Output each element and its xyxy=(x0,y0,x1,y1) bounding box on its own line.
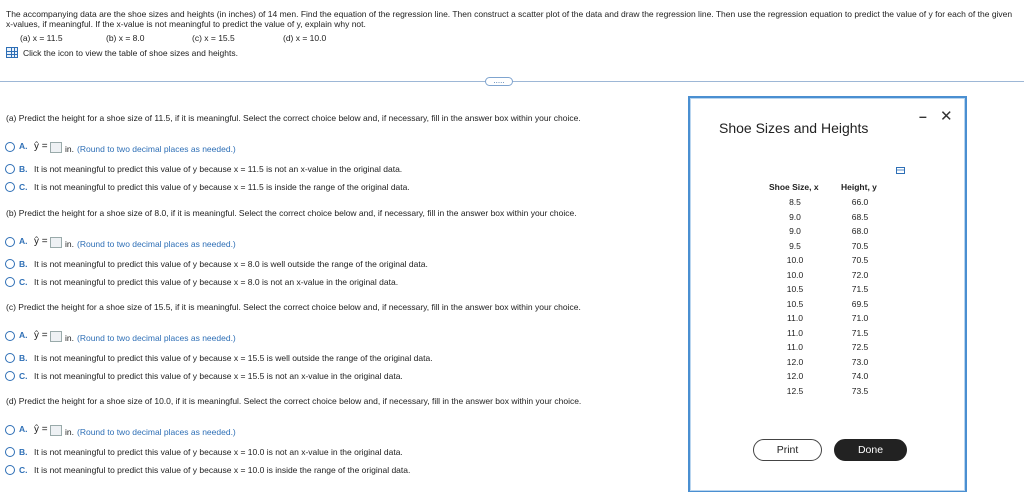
shoe-size-cell: 12.5 xyxy=(786,385,804,396)
copy-data-icon[interactable] xyxy=(896,167,905,176)
shoe-size-cell: 11.0 xyxy=(787,313,803,323)
expand-ellipsis-button[interactable]: ..... xyxy=(485,77,513,86)
choice-c-letter: C. xyxy=(19,465,28,475)
rounding-hint: (Round to two decimal places as needed.) xyxy=(77,427,236,437)
rounding-hint: (Round to two decimal places as needed.) xyxy=(77,144,236,154)
x-value-d: (d) x = 10.0 xyxy=(283,33,327,43)
shoe-size-cell: 9.5 xyxy=(789,240,801,251)
choice-c-radio[interactable] xyxy=(5,371,15,381)
column-header-shoe-size: Shoe Size, x xyxy=(769,182,819,192)
height-cell: 66.0 xyxy=(851,197,869,207)
question-prompt: (a) Predict the height for a shoe size of 11.5, if it is meaningful. Select the correct choice below and, if necessary, fill in the answer box within your choice. xyxy=(6,113,581,123)
choice-c-radio[interactable] xyxy=(5,465,15,475)
done-button[interactable]: Done xyxy=(834,439,907,461)
height-cell: 69.5 xyxy=(851,298,869,309)
shoe-size-cell: 12.0 xyxy=(786,371,804,381)
question-prompt: (d) Predict the height for a shoe size of 10.0, if it is meaningful. Select the correct choice below and, if necessary, fill in the answer box within your choice. xyxy=(6,396,582,406)
choice-a-radio[interactable] xyxy=(5,331,15,341)
dialog-title: Shoe Sizes and Heights xyxy=(719,120,869,136)
choice-b-letter: B. xyxy=(19,447,28,457)
choice-a-letter: A. xyxy=(19,236,28,246)
question-prompt: (b) Predict the height for a shoe size of 8.0, if it is meaningful. Select the correct choice below and, if necessary, fill in the answer box within your choice. xyxy=(6,208,577,218)
height-cell: 73.5 xyxy=(851,385,869,396)
answer-input-box[interactable] xyxy=(50,331,62,342)
height-cell: 71.5 xyxy=(851,284,869,294)
choice-c-letter: C. xyxy=(19,371,28,381)
problem-statement: The accompanying data are the shoe sizes and heights (in inches) of 14 men. Find the equation of the regression line. Then construct a scatter plot of the data and draw the regression line. Then use the regression equation to predict the value of y for each of the given x-values, if meaningful. If the x-value is not meaningful to predict the value of y, explain why not. xyxy=(6,9,1013,29)
choice-a-letter: A. xyxy=(19,330,28,340)
choice-c-text: It is not meaningful to predict this value of y because x = 8.0 is not an x-value in the original data. xyxy=(34,277,399,287)
choice-a-radio[interactable] xyxy=(5,237,15,247)
choice-b-radio[interactable] xyxy=(5,353,15,363)
choice-b-text: It is not meaningful to predict this value of y because x = 8.0 is well outside the range of the original data. xyxy=(34,259,428,269)
close-icon[interactable]: ✕ xyxy=(940,108,953,125)
height-cell: 73.0 xyxy=(851,356,869,367)
shoe-size-cell: 9.0 xyxy=(789,211,801,222)
choice-a-radio[interactable] xyxy=(5,425,15,435)
shoe-size-cell: 11.0 xyxy=(787,342,803,352)
shoe-size-cell: 10.0 xyxy=(786,255,804,265)
height-cell: 74.0 xyxy=(851,371,869,381)
answer-input-box[interactable] xyxy=(50,237,62,248)
unit-label: in. xyxy=(65,333,74,343)
height-cell: 71.5 xyxy=(851,327,869,338)
choice-b-letter: B. xyxy=(19,259,28,269)
shoe-size-cell: 11.0 xyxy=(787,327,803,338)
column-header-height: Height, y xyxy=(841,182,877,192)
unit-label: in. xyxy=(65,427,74,437)
choice-c-letter: C. xyxy=(19,182,28,192)
x-value-a: (a) x = 11.5 xyxy=(20,33,63,43)
choice-b-text: It is not meaningful to predict this value of y because x = 15.5 is well outside the range of the original data. xyxy=(34,353,433,363)
shoe-table-dialog xyxy=(688,96,967,492)
y-hat-label: ŷ = xyxy=(34,424,48,435)
table-icon[interactable] xyxy=(6,47,18,58)
choice-b-radio[interactable] xyxy=(5,259,15,269)
x-value-c: (c) x = 15.5 xyxy=(192,33,235,43)
minimize-icon[interactable]: – xyxy=(919,108,927,124)
height-cell: 70.5 xyxy=(851,255,869,265)
unit-label: in. xyxy=(65,144,74,154)
choice-c-text: It is not meaningful to predict this value of y because x = 11.5 is inside the range of the original data. xyxy=(34,182,410,192)
height-cell: 71.0 xyxy=(851,313,869,323)
choice-c-radio[interactable] xyxy=(5,182,15,192)
x-value-b: (b) x = 8.0 xyxy=(106,33,145,43)
table-link-text: Click the icon to view the table of shoe sizes and heights. xyxy=(23,48,238,58)
choice-c-text: It is not meaningful to predict this value of y because x = 15.5 is not an x-value in the original data. xyxy=(34,371,403,381)
shoe-size-cell: 8.5 xyxy=(789,197,801,207)
choice-c-letter: C. xyxy=(19,277,28,287)
shoe-size-cell: 10.5 xyxy=(786,298,804,309)
choice-a-letter: A. xyxy=(19,424,28,434)
height-cell: 72.5 xyxy=(851,342,869,352)
choice-b-letter: B. xyxy=(19,164,28,174)
unit-label: in. xyxy=(65,239,74,249)
choice-b-text: It is not meaningful to predict this value of y because x = 10.0 is not an x-value in the original data. xyxy=(34,447,403,457)
y-hat-label: ŷ = xyxy=(34,330,48,341)
y-hat-label: ŷ = xyxy=(34,141,48,152)
y-hat-label: ŷ = xyxy=(34,236,48,247)
shoe-size-cell: 10.5 xyxy=(786,284,804,294)
height-cell: 70.5 xyxy=(851,240,869,251)
rounding-hint: (Round to two decimal places as needed.) xyxy=(77,333,236,343)
shoe-size-cell: 9.0 xyxy=(789,226,801,236)
rounding-hint: (Round to two decimal places as needed.) xyxy=(77,239,236,249)
question-prompt: (c) Predict the height for a shoe size of 15.5, if it is meaningful. Select the correct choice below and, if necessary, fill in the answer box within your choice. xyxy=(6,302,581,312)
shoe-size-cell: 10.0 xyxy=(786,269,804,280)
choice-a-letter: A. xyxy=(19,141,28,151)
choice-c-radio[interactable] xyxy=(5,277,15,287)
shoe-size-cell: 12.0 xyxy=(786,356,804,367)
choice-b-letter: B. xyxy=(19,353,28,363)
height-cell: 68.0 xyxy=(851,226,869,236)
answer-input-box[interactable] xyxy=(50,425,62,436)
choice-b-radio[interactable] xyxy=(5,447,15,457)
height-cell: 68.5 xyxy=(851,211,869,222)
choice-b-radio[interactable] xyxy=(5,164,15,174)
choice-c-text: It is not meaningful to predict this value of y because x = 10.0 is inside the range of the original data. xyxy=(34,465,411,475)
choice-a-radio[interactable] xyxy=(5,142,15,152)
choice-b-text: It is not meaningful to predict this value of y because x = 11.5 is not an x-value in the original data. xyxy=(34,164,403,174)
print-button[interactable]: Print xyxy=(753,439,822,461)
height-cell: 72.0 xyxy=(851,269,869,280)
answer-input-box[interactable] xyxy=(50,142,62,153)
